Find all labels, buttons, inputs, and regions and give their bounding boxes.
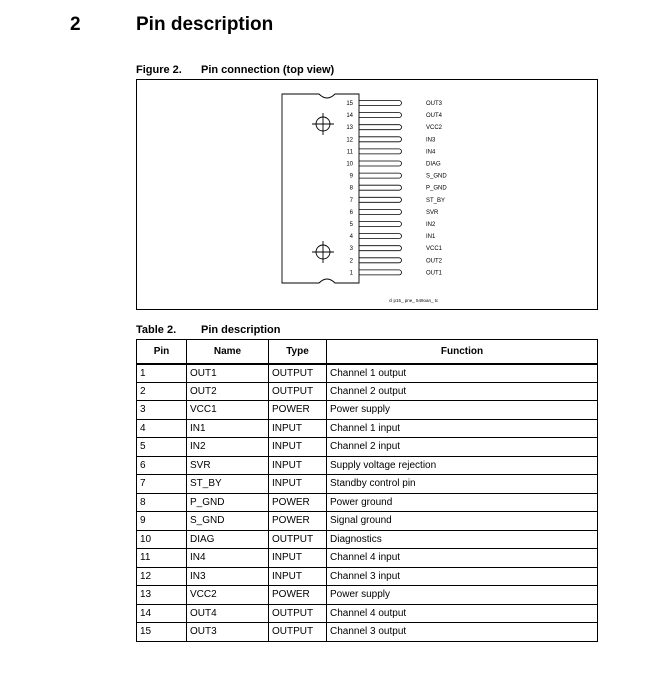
pin-leads [346,101,447,277]
cell-pin: 8 [137,493,187,512]
cell-type: POWER [269,512,327,531]
pin-name-label: IN2 [426,222,436,228]
pin-diagram [137,80,599,311]
pin-name-label: OUT4 [426,113,443,120]
table-body [137,364,598,642]
pin-lead [359,173,402,178]
cell-pin: 6 [137,456,187,475]
table-title: Pin description [201,324,281,336]
cell-pin: 14 [137,604,187,623]
table-row [137,549,598,568]
cell-function: Channel 1 input [327,419,598,438]
pin-name-label: P_GND [426,185,447,192]
cell-type: POWER [269,493,327,512]
pin-number-label: 3 [349,246,353,253]
cell-function: Power ground [327,493,598,512]
table-row [137,456,598,475]
cell-name: IN4 [187,549,269,568]
pin-name-label: IN1 [426,234,436,241]
table-row [137,586,598,605]
figure-title: Pin connection (top view) [201,64,335,76]
pin-number-label: 6 [349,209,353,216]
pin-number-label: 1 [349,270,353,277]
table-row [137,475,598,494]
cell-pin: 3 [137,401,187,420]
pin-number-label: 2 [349,258,353,265]
cell-type: OUTPUT [269,382,327,401]
pin-description-table [136,339,598,642]
cell-type: INPUT [269,456,327,475]
header-function: Function [327,340,598,364]
cell-pin: 4 [137,419,187,438]
pin-number-label: 12 [346,137,353,144]
cell-name: DIAG [187,530,269,549]
diagram-code: cl p15_ pne_ 549oan_ tc [389,298,439,303]
cell-type: INPUT [269,475,327,494]
section-number: 2 [70,14,81,35]
cell-name: ST_BY [187,475,269,494]
cell-pin: 11 [137,549,187,568]
cell-pin: 10 [137,530,187,549]
table-caption [136,324,280,336]
table-row [137,512,598,531]
cell-name: OUT1 [187,364,269,383]
cell-type: POWER [269,401,327,420]
cell-function: Power supply [327,586,598,605]
pin-lead [359,113,402,118]
pin-name-label: VCC2 [426,125,443,132]
cell-pin: 12 [137,567,187,586]
cell-type: OUTPUT [269,604,327,623]
pin-lead [359,185,402,190]
cell-type: INPUT [269,567,327,586]
pin-lead [359,137,402,142]
pin-name-label: OUT2 [426,258,443,265]
pin-number-label: 15 [346,101,353,107]
pin-number-label: 14 [346,113,353,120]
table-row [137,364,598,383]
header-name: Name [187,340,269,364]
pin-name-label: OUT3 [426,101,443,107]
table-row [137,493,598,512]
cell-type: OUTPUT [269,364,327,383]
cell-type: INPUT [269,419,327,438]
cell-name: OUT3 [187,623,269,642]
cell-function: Channel 4 input [327,549,598,568]
pin-lead [359,197,402,202]
cell-name: IN1 [187,419,269,438]
pin-name-label: IN4 [426,149,436,156]
cell-name: SVR [187,456,269,475]
cell-type: INPUT [269,549,327,568]
cell-pin: 2 [137,382,187,401]
pin-lead [359,101,402,106]
cell-type: OUTPUT [269,530,327,549]
pin-number-label: 10 [346,161,353,168]
cell-function: Channel 4 output [327,604,598,623]
cell-name: P_GND [187,493,269,512]
table-row [137,567,598,586]
table-label: Table 2. [136,324,177,336]
pin-number-label: 13 [346,125,353,132]
cell-pin: 7 [137,475,187,494]
cell-pin: 13 [137,586,187,605]
pin-lead [359,161,402,166]
pin-number-label: 4 [349,234,353,241]
pin-lead [359,222,402,227]
table-row [137,604,598,623]
pin-name-label: VCC1 [426,246,443,253]
cell-type: POWER [269,586,327,605]
cell-function: Channel 1 output [327,364,598,383]
table-row [137,438,598,457]
cell-function: Diagnostics [327,530,598,549]
cell-name: VCC2 [187,586,269,605]
pin-number-label: 11 [346,149,353,156]
cell-type: OUTPUT [269,623,327,642]
pin-lead [359,246,402,251]
pin-lead [359,149,402,154]
pin-name-label: DIAG [426,161,441,168]
mounting-hole-top [312,113,334,135]
cell-pin: 1 [137,364,187,383]
figure-label: Figure 2. [136,64,182,76]
pin-lead [359,270,402,275]
pin-connection-figure [136,79,598,310]
table-row [137,401,598,420]
figure-caption [136,64,334,76]
pin-name-label: SVR [426,209,439,216]
cell-name: IN2 [187,438,269,457]
pin-name-label: ST_BY [426,197,446,204]
cell-function: Supply voltage rejection [327,456,598,475]
pin-name-label: IN3 [426,137,436,144]
pin-name-label: OUT1 [426,270,443,277]
pin-number-label: 5 [349,222,353,228]
cell-type: INPUT [269,438,327,457]
cell-function: Channel 3 output [327,623,598,642]
cell-function: Channel 2 input [327,438,598,457]
cell-name: VCC1 [187,401,269,420]
cell-function: Signal ground [327,512,598,531]
table-row [137,382,598,401]
mounting-hole-bottom [312,241,334,263]
cell-name: IN3 [187,567,269,586]
table-row [137,419,598,438]
pin-name-label: S_GND [426,173,447,180]
section-title: Pin description [136,14,274,35]
pin-lead [359,234,402,239]
pin-lead [359,258,402,263]
pin-lead [359,125,402,130]
header-type: Type [269,340,327,364]
pin-number-label: 7 [349,197,353,204]
cell-function: Channel 2 output [327,382,598,401]
pin-number-label: 8 [349,185,353,192]
cell-function: Channel 3 input [327,567,598,586]
package-body [282,94,359,283]
table-row [137,623,598,642]
table-header-row [137,340,598,364]
cell-function: Power supply [327,401,598,420]
cell-name: S_GND [187,512,269,531]
pin-lead [359,209,402,214]
pin-number-label: 9 [349,173,353,180]
cell-pin: 9 [137,512,187,531]
cell-function: Standby control pin [327,475,598,494]
cell-pin: 5 [137,438,187,457]
cell-name: OUT4 [187,604,269,623]
header-pin: Pin [137,340,187,364]
table-row [137,530,598,549]
cell-pin: 15 [137,623,187,642]
cell-name: OUT2 [187,382,269,401]
